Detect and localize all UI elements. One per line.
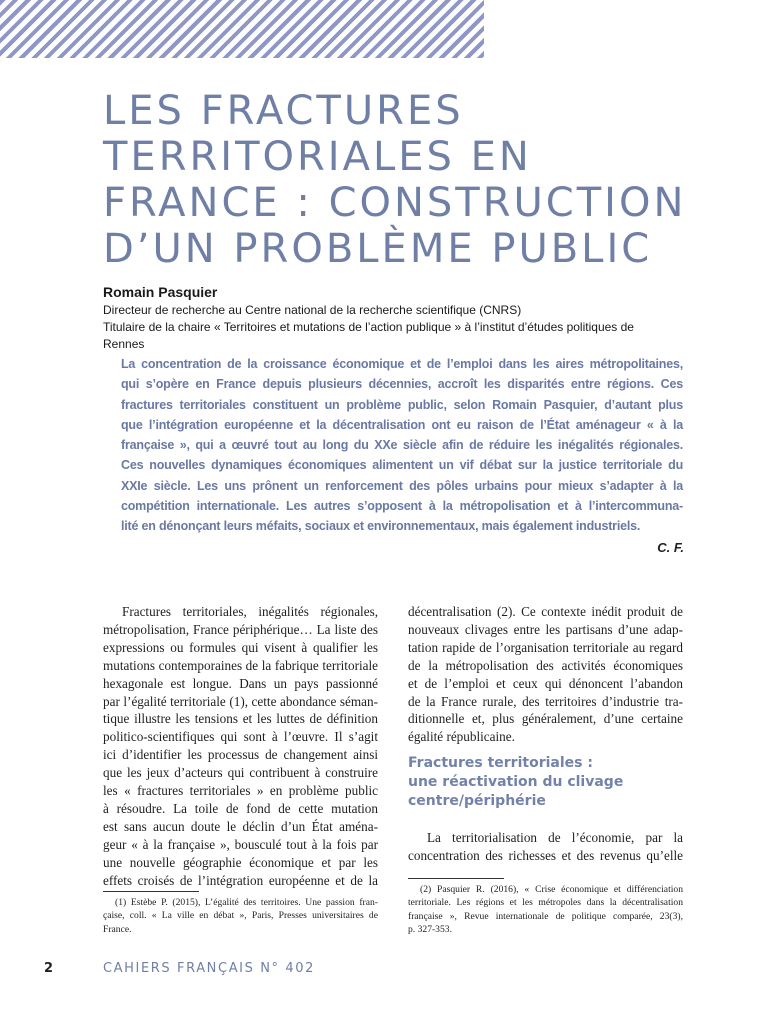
footnote-1 bbox=[103, 896, 378, 936]
body-line: est sans aucun doute le déclin d’un État aména- bbox=[103, 818, 378, 834]
abstract-line: La concentration de la croissance économique et de l’emploi dans les aires métropolitaines, bbox=[121, 357, 683, 371]
footnote-rule-left bbox=[103, 891, 199, 892]
abstract-line: qui s’opère en France depuis plusieurs décennies, accroît les disparités entre régions. Ces bbox=[121, 377, 683, 392]
author-affiliation bbox=[103, 302, 703, 353]
footnote-line: France. bbox=[103, 923, 132, 935]
heading-line: Fractures territoriales : bbox=[408, 755, 593, 771]
abstract-line: Ces nouvelles dynamiques économiques alimentent un vif débat sur la justice territoriale du bbox=[121, 458, 683, 473]
footnote-2 bbox=[408, 883, 683, 936]
heading-line: centre/périphérie bbox=[408, 793, 546, 809]
title-line: TERRITORIALES EN bbox=[103, 134, 532, 180]
body-line: une nouvelle géographie économique et par les bbox=[103, 854, 378, 870]
footnote-line: territoriale. Les régions et les métropoles dans la décentralisation bbox=[408, 897, 683, 909]
body-line: tique illustre les tensions et les luttes de définition bbox=[103, 711, 378, 727]
body-line: ditionnelle et, plus généralement, d’une certaine bbox=[408, 711, 683, 727]
footnote-line: p. 327-353. bbox=[408, 923, 452, 935]
body-line: effets croisés de l’intégration européenne et de la bbox=[103, 872, 378, 888]
author-name: Romain Pasquier bbox=[103, 284, 218, 300]
body-line: nouveaux clivages entre les partisans d’une adap- bbox=[408, 621, 683, 637]
body-line: tation rapide de l’organisation territoriale au regard bbox=[408, 639, 683, 655]
body-column-left bbox=[103, 603, 378, 890]
body-line: à résoudre. La toile de fond de cette mutation bbox=[103, 800, 378, 816]
abstract-line: française », qui a œuvré tout au long du XXe siècle afin de réduire les inégalités régionales. bbox=[121, 438, 683, 453]
body-line: concentration des richesses et des revenus qu’elle bbox=[408, 847, 683, 863]
title-line: LES FRACTURES bbox=[103, 88, 464, 134]
section-heading bbox=[408, 754, 688, 811]
abstract bbox=[121, 354, 683, 537]
body-line: que les jeux d’acteurs qui contribuent à construire bbox=[103, 765, 378, 781]
footnote-line: française », Revue internationale de politique comparée, 23(3), bbox=[408, 910, 683, 922]
footnote-line: (2) Pasquier R. (2016), « Crise économique et différenciation bbox=[420, 884, 683, 895]
body-line: de la France rurale, des territoires d’industrie tra- bbox=[408, 693, 683, 709]
body-line: politico-scientifiques qui sont à l’œuvre. Il s’agit bbox=[103, 729, 378, 745]
body-line: La territorialisation de l’économie, par la bbox=[427, 830, 683, 845]
body-line: hexagonale est longue. Dans un pays passionné bbox=[103, 675, 378, 691]
title-line: D’UN PROBLÈME PUBLIC bbox=[103, 226, 653, 272]
body-line: de la métropolisation des activités économiques bbox=[408, 657, 683, 673]
journal-name: CAHIERS FRANÇAIS N° 402 bbox=[103, 961, 315, 976]
affiliation-line: Directeur de recherche au Centre national de la recherche scientifique (CNRS) bbox=[103, 303, 522, 317]
body-line: expressions ou formules qui visent à qualifier les bbox=[103, 639, 378, 655]
body-line: ici d’identifier les processus de changement ainsi bbox=[103, 747, 378, 763]
body-line: geur « à la française », bousculé tout à la fois par bbox=[103, 836, 378, 852]
abstract-line: fractures territoriales constituent un problème public, selon Romain Pasquier, d’autant plus bbox=[121, 397, 683, 412]
body-line: mutations contemporaines de la fabrique territoriale bbox=[103, 657, 378, 673]
body-column-right bbox=[408, 603, 683, 746]
header-stripe-band bbox=[0, 0, 484, 58]
abstract-line: compétition internationale. Les autres s’opposent à la métropolisation et à l’intercommuna- bbox=[121, 499, 683, 514]
title-line: FRANCE : CONSTRUCTION bbox=[103, 180, 687, 226]
body-line: Fractures territoriales, inégalités régionales, bbox=[122, 604, 378, 619]
body-line: par l’égalité territoriale (1), cette abondance séman- bbox=[103, 693, 378, 709]
affiliation-line: Titulaire de la chaire « Territoires et mutations de l’action publique » à l’institut d’études politiques de bbox=[103, 320, 634, 334]
page-number: 2 bbox=[44, 961, 54, 976]
heading-line: une réactivation du clivage bbox=[408, 774, 624, 790]
footnote-line: çaise, coll. « La ville en débat », Paris, Presses universitaires de bbox=[103, 910, 378, 922]
body-line: métropolisation, France périphérique… La liste des bbox=[103, 621, 378, 637]
abstract-signature: C. F. bbox=[657, 540, 684, 555]
abstract-line: lité en dénonçant leurs méfaits, sociaux et environnementaux, mais également industriels. bbox=[121, 519, 641, 534]
abstract-line: que l’intégration européenne et la décentralisation ont eu raison de l’État aménageur « à la bbox=[121, 417, 683, 432]
body-line: les « fractures territoriales » en problème public bbox=[103, 783, 378, 799]
article-title bbox=[103, 88, 743, 272]
body-column-right-continued bbox=[408, 829, 683, 865]
abstract-line: XXIe siècle. Les uns prônent un renforcement des pôles urbains pour mieux s’adapter à la bbox=[121, 478, 683, 493]
body-line: décentralisation (2). Ce contexte inédit produit de bbox=[408, 604, 683, 619]
body-line: égalité républicaine. bbox=[408, 729, 515, 745]
footnote-rule-right bbox=[408, 878, 504, 879]
body-line: et de l’emploi et ceux qui dénoncent l’abandon bbox=[408, 675, 683, 691]
affiliation-line: Rennes bbox=[103, 337, 145, 351]
footnote-line: (1) Estèbe P. (2015), L’égalité des territoires. Une passion fran- bbox=[115, 897, 378, 908]
